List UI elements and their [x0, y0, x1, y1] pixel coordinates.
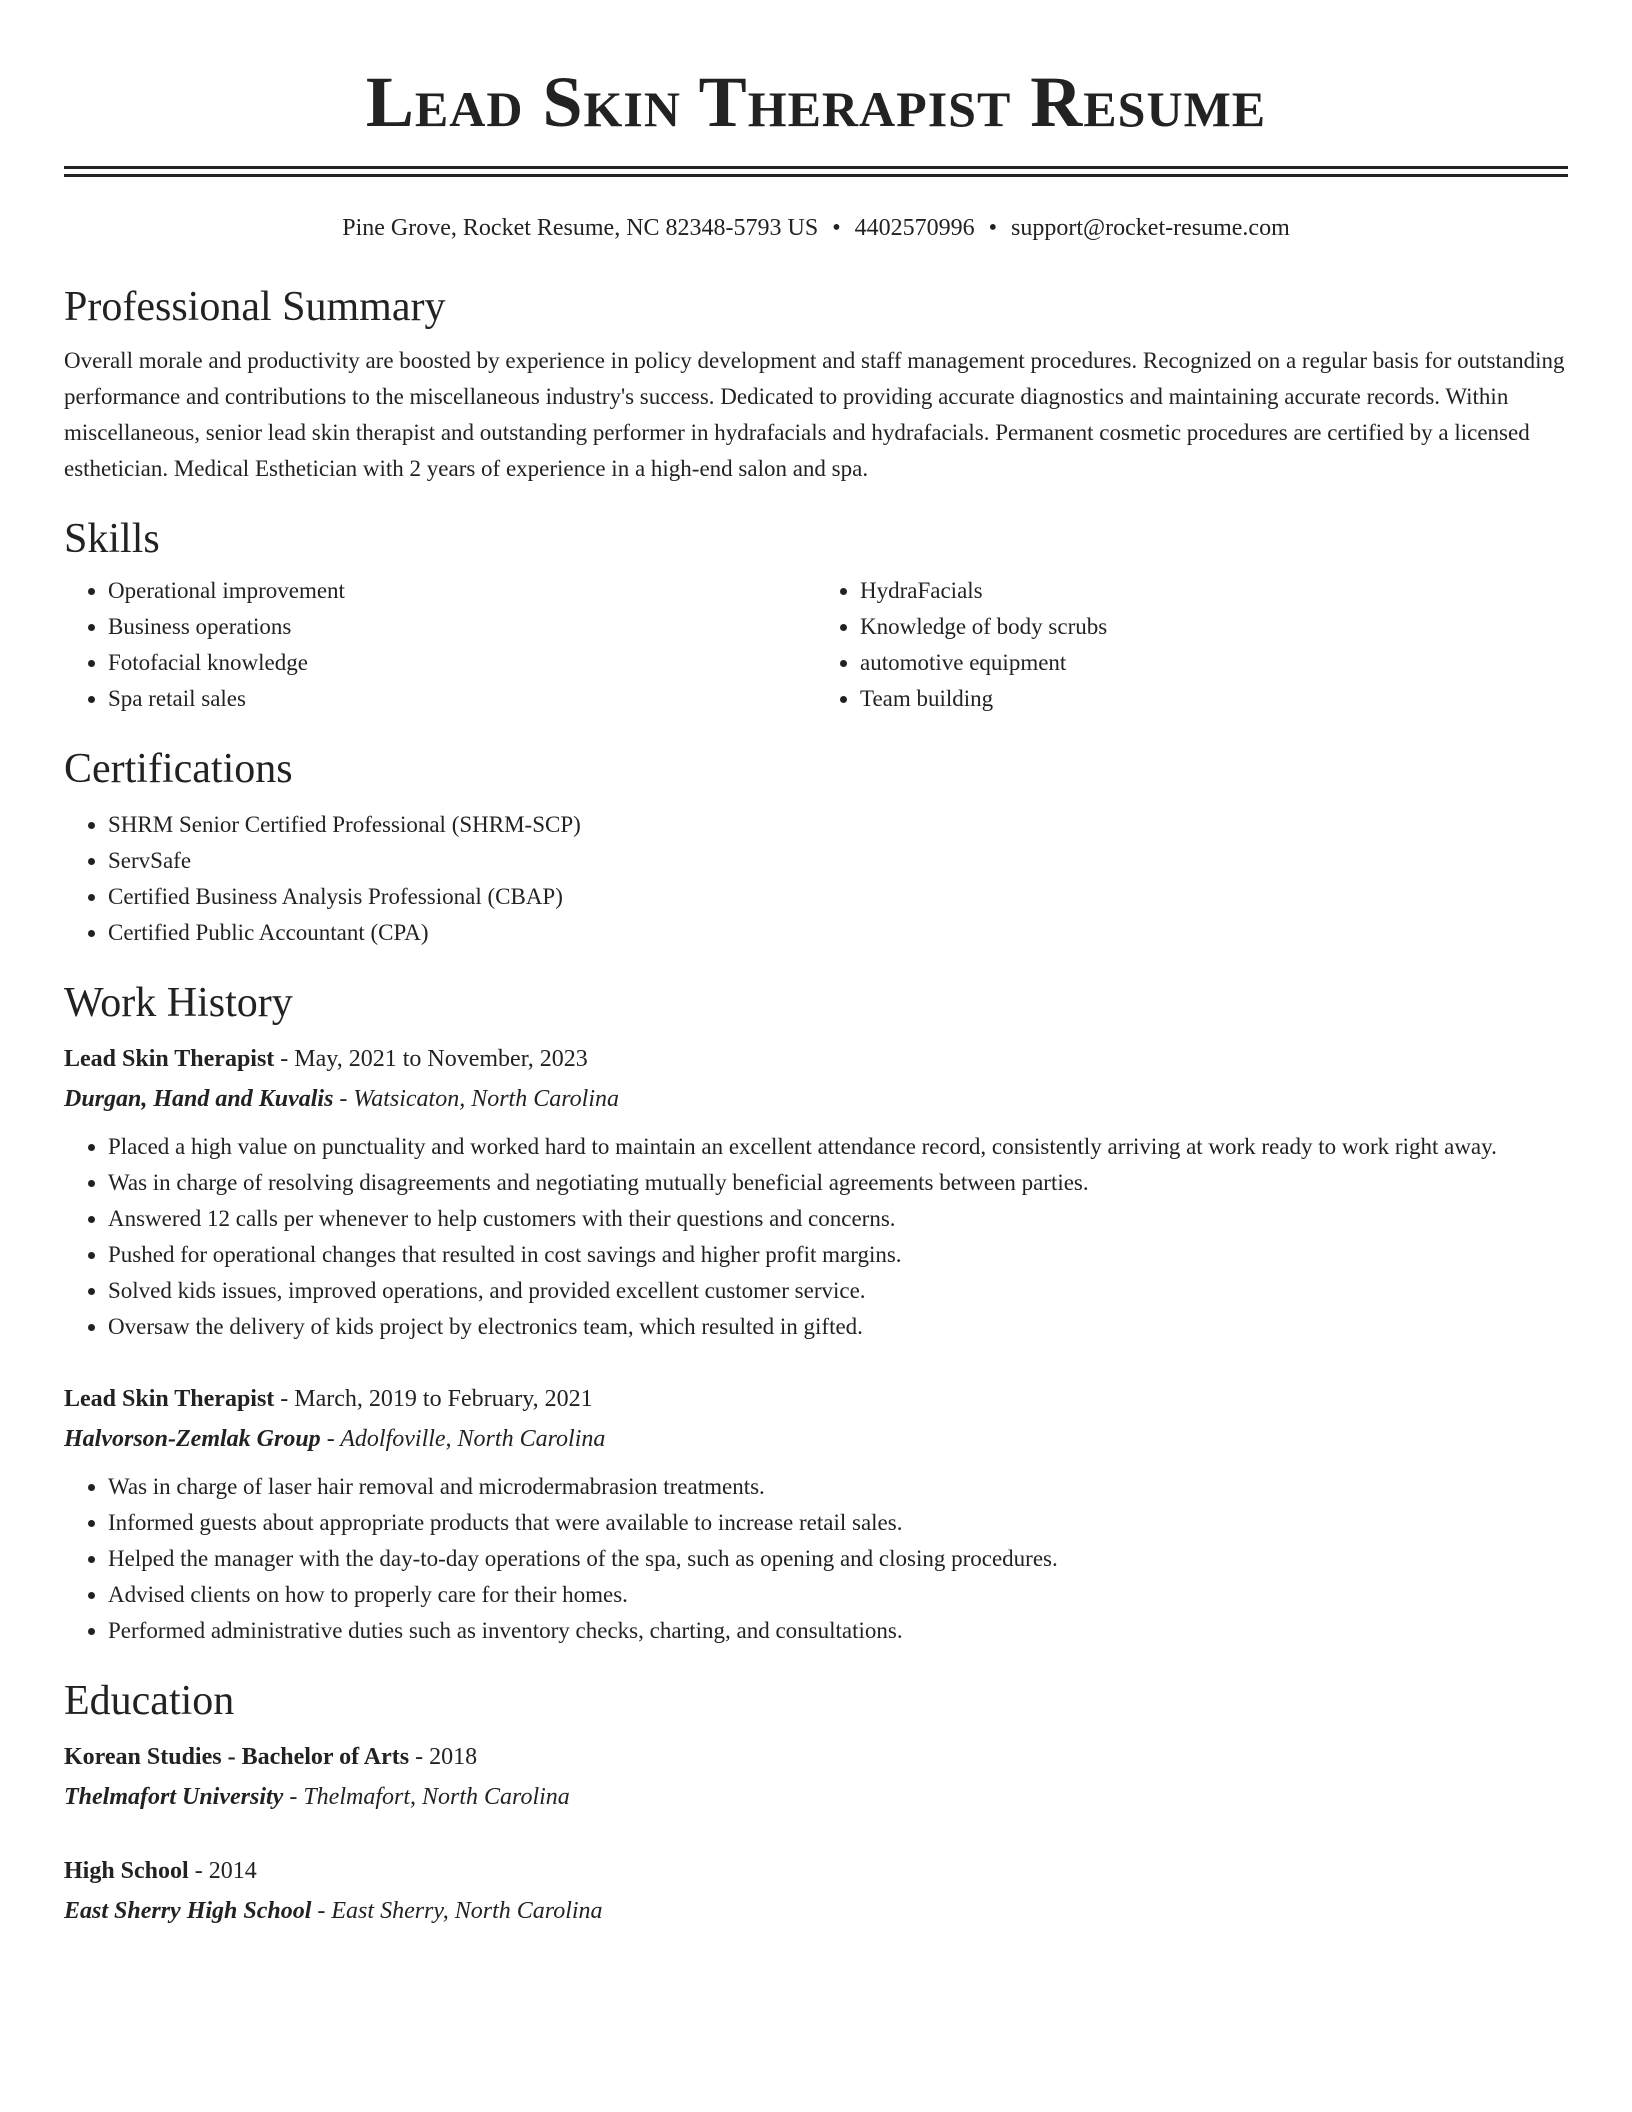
job-duty: • Performed administrative duties such as inventory checks, charting, and consultations.: [108, 1613, 1568, 1649]
job-duty: • Oversaw the delivery of kids project by electronics team, which resulted in gifted.: [108, 1309, 1568, 1345]
job-title: Lead Skin Therapist: [64, 1046, 275, 1072]
education-school: Thelmafort University: [64, 1784, 284, 1810]
skill-item: • Spa retail sales: [108, 681, 816, 717]
job-duty: • Answered 12 calls per whenever to help customers with their questions and concerns.: [108, 1201, 1568, 1237]
skill-item: • Knowledge of body scrubs: [860, 609, 1568, 645]
contact-email: support@rocket-resume.com: [1011, 215, 1290, 241]
job-title: Lead Skin Therapist: [64, 1386, 275, 1412]
job-company-line: [64, 1419, 1568, 1459]
resume-title: Lead Skin Therapist Resume: [365, 62, 1267, 142]
education-degree: Korean Studies - Bachelor of Arts: [64, 1744, 410, 1770]
skills-columns: [64, 573, 1568, 717]
job-location: - Adolfoville, North Carolina: [320, 1426, 606, 1452]
job-entry: [64, 1039, 1568, 1345]
skills-heading: Skills: [64, 516, 160, 562]
education-location: - East Sherry, North Carolina: [311, 1898, 603, 1924]
skill-item: • Business operations: [108, 609, 816, 645]
job-duty: • Was in charge of resolving disagreements and negotiating mutually beneficial agreements between parties.: [108, 1165, 1568, 1201]
job-duty: • Placed a high value on punctuality and worked hard to maintain an excellent attendance record, consistently arriving at work ready to work right away.: [108, 1129, 1568, 1165]
certification-item: • Certified Business Analysis Professional (CBAP): [108, 879, 1568, 915]
skill-item: • Fotofacial knowledge: [108, 645, 816, 681]
education-degree-line: [64, 1851, 1568, 1891]
job-duties-list: [64, 1129, 1568, 1345]
job-company: Durgan, Hand and Kuvalis: [64, 1086, 334, 1112]
certification-item: • SHRM Senior Certified Professional (SHRM-SCP): [108, 807, 1568, 843]
job-title-line: [64, 1379, 1568, 1419]
job-location: - Watsicaton, North Carolina: [333, 1086, 620, 1112]
job-duty: • Informed guests about appropriate products that were available to increase retail sales.: [108, 1505, 1568, 1541]
job-company: Halvorson-Zemlak Group: [64, 1426, 321, 1452]
title-divider-top: [64, 166, 1568, 169]
skills-left-list: [64, 573, 816, 717]
skill-item: • Team building: [860, 681, 1568, 717]
education-heading: Education: [64, 1678, 235, 1724]
summary-heading: Professional Summary: [64, 284, 446, 330]
education-location: - Thelmafort, North Carolina: [283, 1784, 570, 1810]
skill-item: • automotive equipment: [860, 645, 1568, 681]
education-year: - 2014: [188, 1858, 257, 1884]
work-history-heading: Work History: [64, 980, 293, 1026]
job-entry: [64, 1379, 1568, 1649]
certification-item: • Certified Public Accountant (CPA): [108, 915, 1568, 951]
education-entry: [64, 1851, 1568, 1931]
contact-address: Pine Grove, Rocket Resume, NC 82348-5793 US: [342, 215, 819, 241]
job-duties-list: [64, 1469, 1568, 1649]
education-entry: [64, 1737, 1568, 1817]
certification-item: • ServSafe: [108, 843, 1568, 879]
contact-phone: 4402570996: [854, 215, 975, 241]
job-duty: • Was in charge of laser hair removal and microdermabrasion treatments.: [108, 1469, 1568, 1505]
contact-separator: •: [988, 215, 998, 241]
job-dates: - May, 2021 to November, 2023: [274, 1046, 588, 1072]
skill-item: • HydraFacials: [860, 573, 1568, 609]
job-company-line: [64, 1079, 1568, 1119]
title-divider-bottom: [64, 174, 1568, 177]
job-duty: • Solved kids issues, improved operations, and provided excellent customer service.: [108, 1273, 1568, 1309]
job-duty: • Advised clients on how to properly care for their homes.: [108, 1577, 1568, 1613]
skill-item: • Operational improvement: [108, 573, 816, 609]
education-school-line: [64, 1891, 1568, 1931]
job-dates: - March, 2019 to February, 2021: [274, 1386, 593, 1412]
education-school: East Sherry High School: [64, 1898, 312, 1924]
contact-line: [64, 213, 1568, 243]
contact-separator: •: [832, 215, 841, 241]
certifications-heading: Certifications: [64, 746, 293, 792]
job-duty: • Helped the manager with the day-to-day operations of the spa, such as opening and closing procedures.: [108, 1541, 1568, 1577]
job-title-line: [64, 1039, 1568, 1079]
summary-text: Overall morale and productivity are boosted by experience in policy development and staff management procedures. Recognized on a regular basis for outstanding performance and contributions to the miscellaneous industry's success. Dedicated to providing accurate diagnostics and maintaining accurate records. Within miscellaneous, senior lead skin therapist and outstanding performer in hydrafacials and hydrafacials. Permanent cosmetic procedures are certified by a licensed esthetician. Medical Esthetician with 2 years of experience in a high-end salon and spa.: [64, 348, 1565, 481]
job-duty: • Pushed for operational changes that resulted in cost savings and higher profit margins.: [108, 1237, 1568, 1273]
education-year: - 2018: [409, 1744, 478, 1770]
education-degree: High School: [64, 1858, 189, 1884]
education-degree-line: [64, 1737, 1568, 1777]
certifications-list: [64, 807, 1568, 951]
education-school-line: [64, 1777, 1568, 1817]
skills-right-list: [816, 573, 1568, 717]
